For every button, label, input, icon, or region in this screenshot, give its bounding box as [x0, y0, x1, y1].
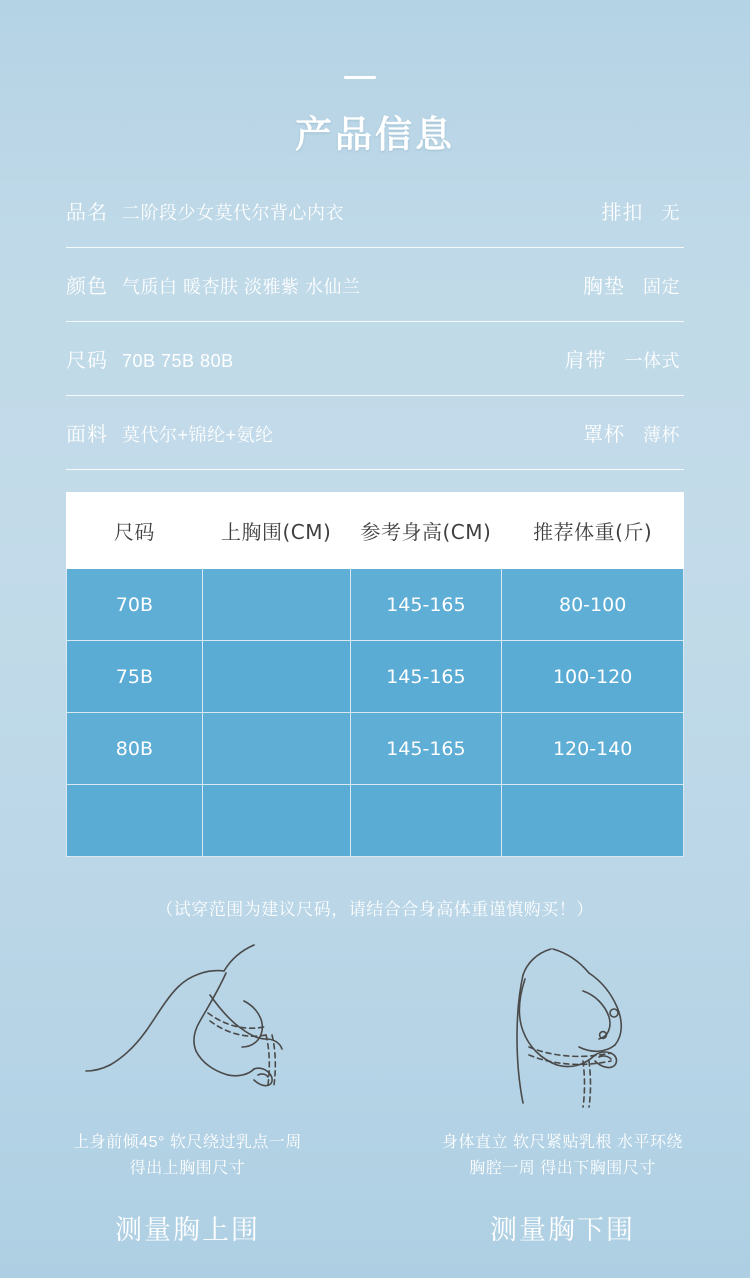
- info-key: 肩带: [564, 350, 607, 372]
- table-cell: [202, 569, 350, 641]
- table-cell: [350, 785, 502, 857]
- info-left-group: [66, 418, 274, 447]
- product-info-list: [66, 174, 684, 470]
- info-row: [66, 248, 684, 322]
- table-cell: 75B: [67, 641, 203, 713]
- caption-line: 胸腔一周 得出下胸围尺寸: [469, 1160, 656, 1177]
- page-title: 产品信息: [295, 114, 455, 155]
- caption-title: 测量胸下围: [490, 1215, 635, 1245]
- measure-under-bust-illustration: [375, 935, 750, 1115]
- info-value: 二阶段少女莫代尔背心内衣: [122, 203, 344, 223]
- table-column-header: 参考身高(CM): [350, 493, 502, 569]
- info-left-group: [66, 196, 344, 225]
- size-note: （试穿范围为建议尺码，请结合合身高体重谨慎购买！）: [156, 900, 594, 919]
- info-left-group: [66, 344, 234, 373]
- table-cell: [202, 641, 350, 713]
- table-cell: 145-165: [350, 569, 502, 641]
- info-right-group: [583, 270, 680, 299]
- table-column-header: 尺码: [67, 493, 203, 569]
- caption-line: 身体直立 软尺紧贴乳根 水平环绕: [442, 1134, 683, 1151]
- info-key: 颜色: [66, 276, 108, 298]
- table-row: [67, 713, 684, 785]
- table-cell: [202, 785, 350, 857]
- table-cell: 80-100: [502, 569, 684, 641]
- info-value: 70B 75B 80B: [122, 351, 234, 371]
- info-value: 气质白 暖杏肤 淡雅紫 水仙兰: [122, 277, 361, 297]
- table-column-header: 推荐体重(斤): [502, 493, 684, 569]
- measure-illustrations: [0, 935, 750, 1115]
- info-key: 面料: [66, 424, 108, 446]
- caption-title: 测量胸上围: [115, 1215, 260, 1245]
- table-row: [67, 641, 684, 713]
- info-right-group: [583, 418, 680, 447]
- table-cell: 100-120: [502, 641, 684, 713]
- size-table: [66, 492, 684, 857]
- info-value: 固定: [643, 277, 680, 297]
- table-row: [67, 569, 684, 641]
- info-key: 罩杯: [583, 424, 625, 446]
- measure-upper-bust-illustration: [0, 935, 375, 1115]
- table-cell: [202, 713, 350, 785]
- info-right-group: [602, 196, 681, 225]
- info-key: 胸垫: [583, 276, 625, 298]
- info-row: [66, 396, 684, 470]
- table-cell: 120-140: [502, 713, 684, 785]
- table-cell: 145-165: [350, 713, 502, 785]
- info-key: 尺码: [66, 350, 108, 372]
- table-row: [67, 785, 684, 857]
- table-cell: [502, 785, 684, 857]
- info-value: 一体式: [624, 351, 680, 371]
- info-value: 无: [661, 203, 680, 223]
- info-row: [66, 322, 684, 396]
- divider-dash: [344, 76, 376, 79]
- table-cell: 80B: [67, 713, 203, 785]
- table-cell: [67, 785, 203, 857]
- info-value: 莫代尔+锦纶+氨纶: [122, 425, 274, 445]
- info-row: [66, 174, 684, 248]
- caption-line: 上身前倾45° 软尺绕过乳点一周: [73, 1134, 302, 1151]
- info-key: 排扣: [601, 202, 644, 224]
- caption-line: 得出上胸围尺寸: [129, 1160, 246, 1177]
- caption-upper-bust: [0, 1130, 375, 1247]
- table-column-header: 上胸围(CM): [202, 493, 350, 569]
- table-header-row: [67, 493, 684, 569]
- info-value: 薄杯: [643, 425, 680, 445]
- caption-under-bust: [375, 1130, 750, 1247]
- table-cell: 145-165: [350, 641, 502, 713]
- table-cell: 70B: [67, 569, 203, 641]
- info-key: 品名: [66, 202, 108, 224]
- info-right-group: [565, 344, 681, 373]
- info-left-group: [66, 270, 361, 299]
